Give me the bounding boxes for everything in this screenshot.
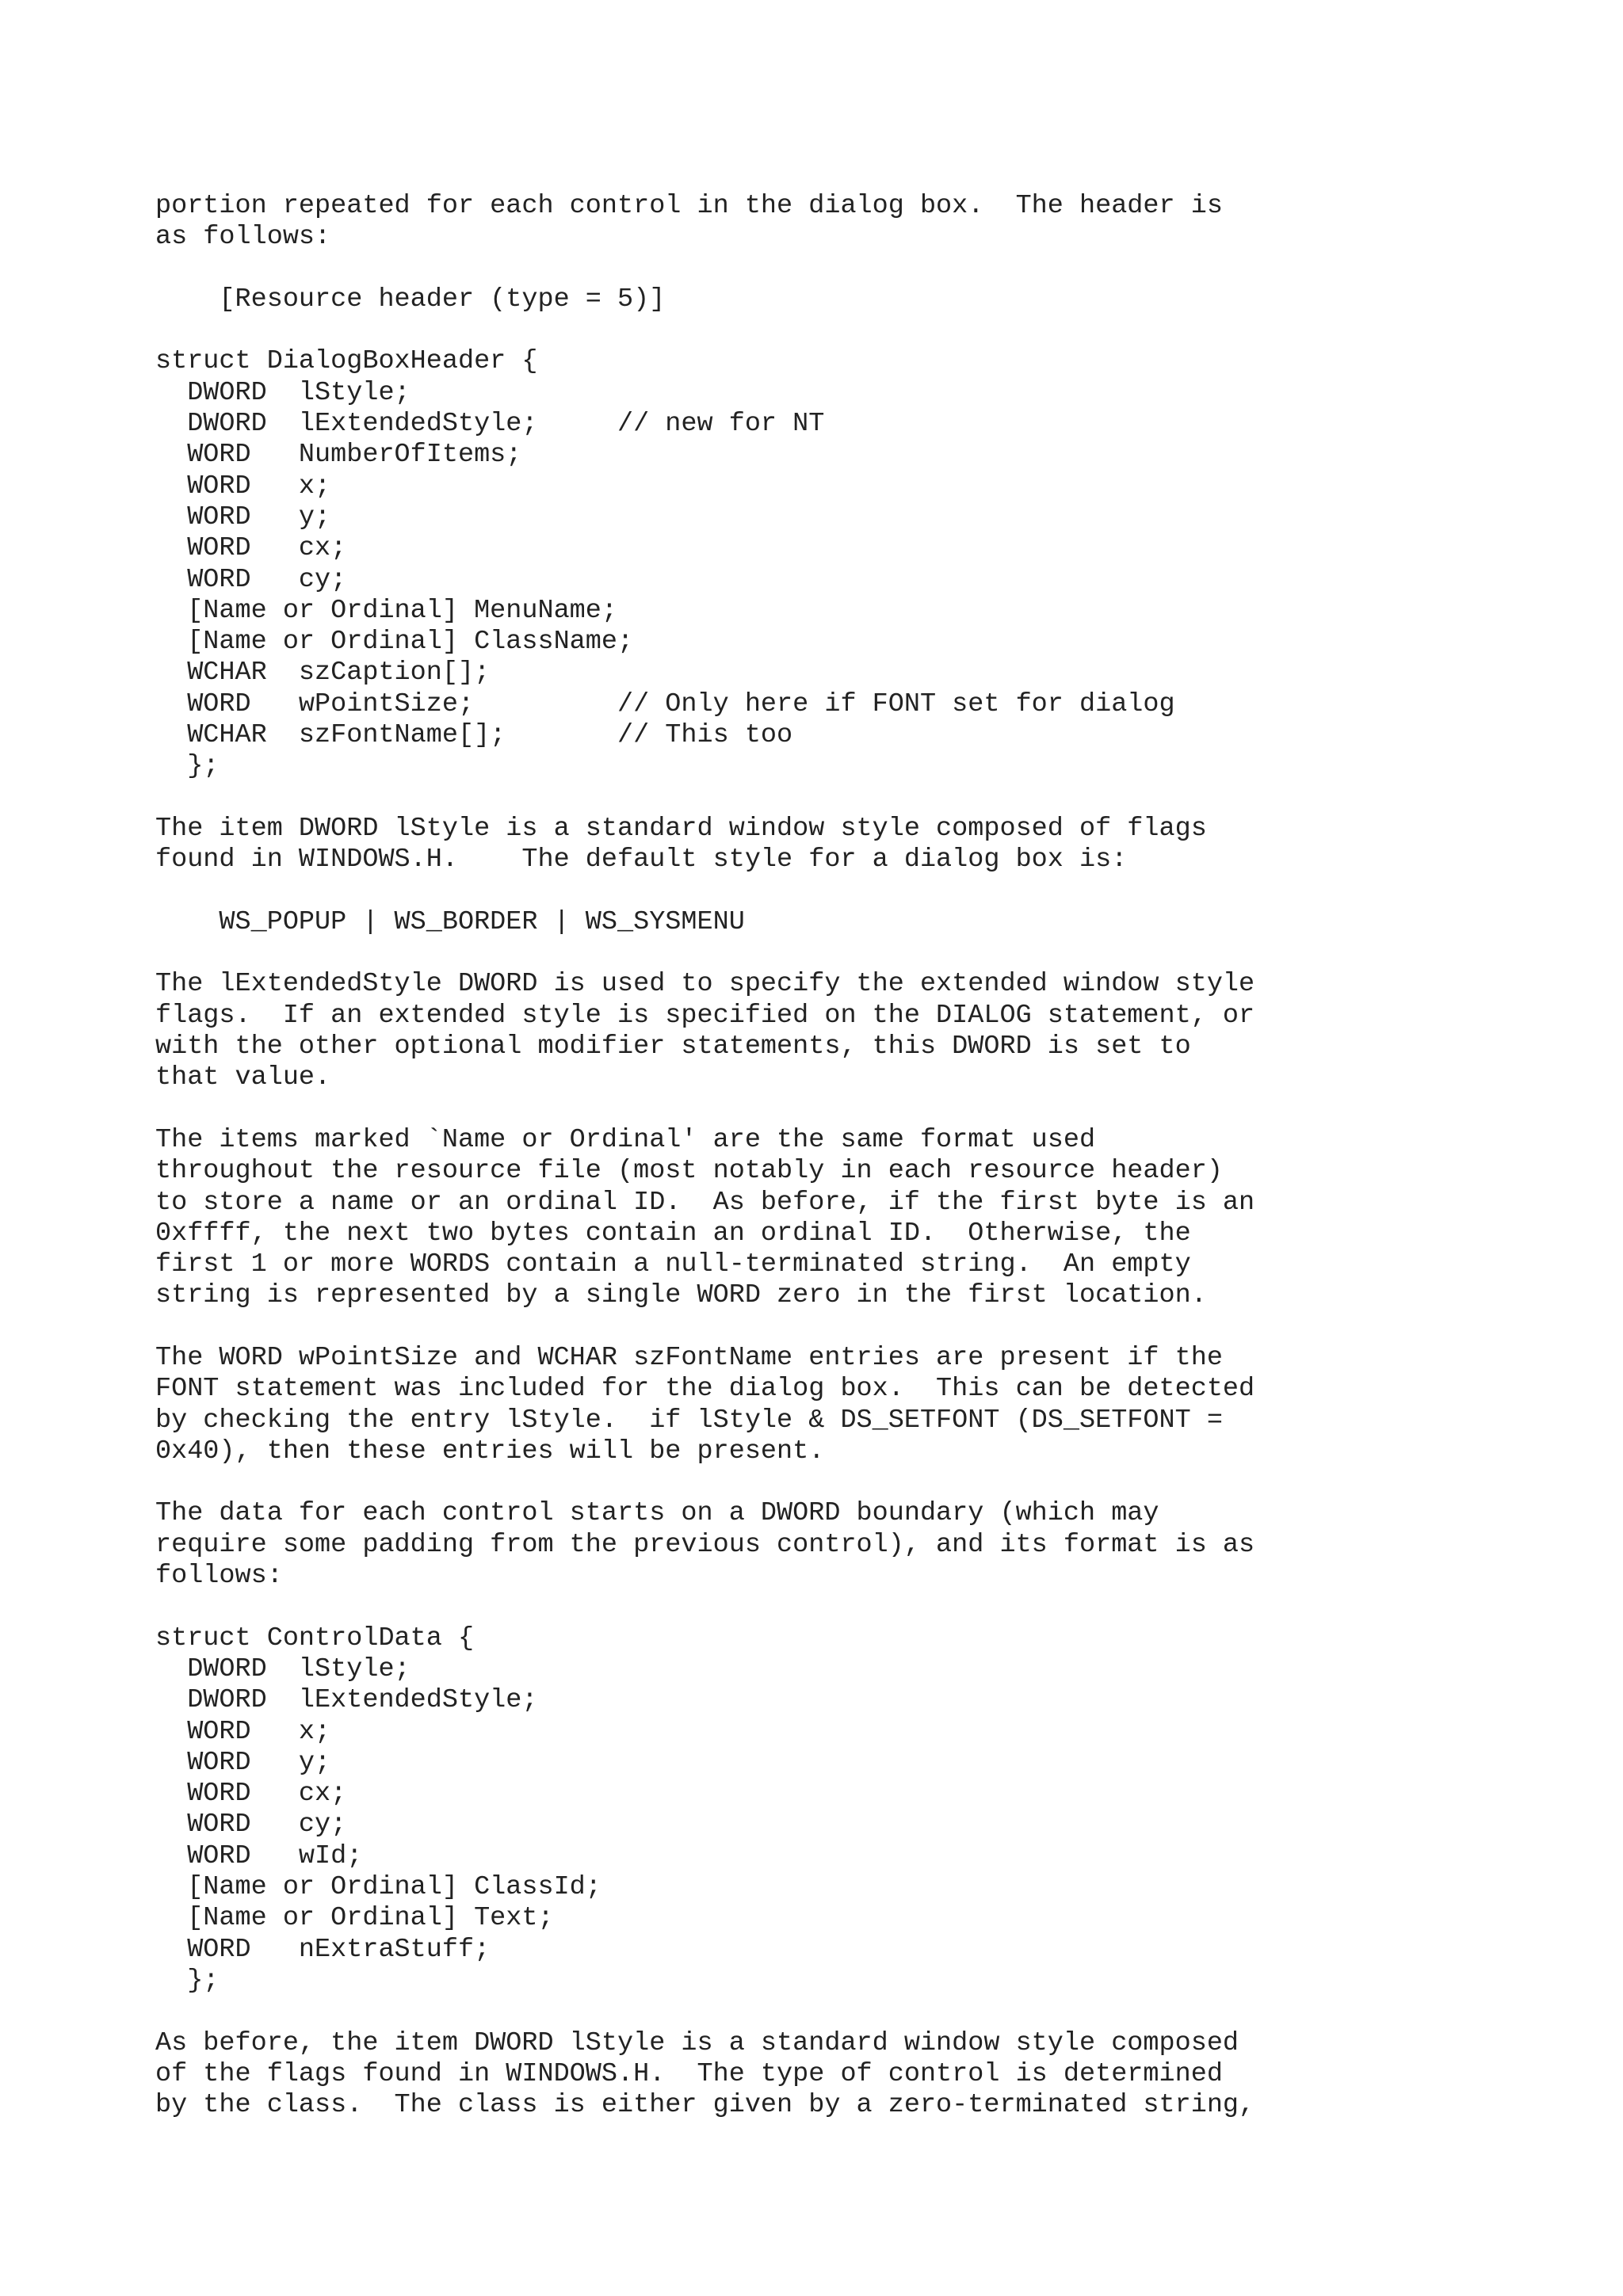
text-line: require some padding from the previous control), and its format is as [155, 1529, 1255, 1560]
text-line: }; [155, 751, 220, 782]
blank-line [155, 1997, 1254, 2027]
text-line: WCHAR szFontName[]; // This too [155, 720, 793, 751]
text-line: WORD cy; [155, 564, 347, 595]
text-line: WORD cy; [155, 1810, 347, 1840]
text-line: 0x40), then these entries will be present. [155, 1436, 825, 1466]
text-line: DWORD lStyle; [155, 377, 411, 408]
text-line: }; [155, 1965, 220, 1996]
text-line: by the class. The class is either given by a zero-terminated string, [155, 2090, 1255, 2121]
text-line: WS_POPUP | WS_BORDER | WS_SYSMENU [155, 906, 745, 937]
text-line: as follows: [155, 222, 331, 253]
text-line: [Resource header (type = 5)] [155, 284, 666, 315]
text-line: As before, the item DWORD lStyle is a standard window style composed [155, 2027, 1239, 2058]
text-line: first 1 or more WORDS contain a null-terminated string. An empty [155, 1249, 1191, 1280]
text-line: [Name or Ordinal] MenuName; [155, 595, 617, 626]
text-line: The WORD wPointSize and WCHAR szFontName entries are present if the [155, 1342, 1223, 1373]
text-line: WORD x; [155, 1716, 331, 1747]
text-line: WORD wId; [155, 1840, 363, 1871]
text-line: with the other optional modifier statements, this DWORD is set to [155, 1032, 1191, 1062]
text-line: [Name or Ordinal] ClassId; [155, 1872, 601, 1903]
blank-line [155, 254, 1254, 284]
text-line: WORD y; [155, 502, 331, 532]
text-line: The item DWORD lStyle is a standard window style composed of flags [155, 813, 1207, 844]
blank-line [155, 783, 1254, 814]
text-line: throughout the resource file (most notably in each resource header) [155, 1156, 1223, 1187]
blank-line [155, 876, 1254, 907]
text-line: to store a name or an ordinal ID. As before, if the first byte is an [155, 1187, 1255, 1218]
text-line: WORD cx; [155, 1779, 347, 1810]
blank-line [155, 1592, 1254, 1623]
text-line: WORD y; [155, 1747, 331, 1778]
text-line: WORD x; [155, 471, 331, 502]
text-line: DWORD lStyle; [155, 1653, 411, 1684]
text-line: DWORD lExtendedStyle; [155, 1685, 538, 1716]
text-line: string is represented by a single WORD zero in the first location. [155, 1280, 1207, 1311]
text-line: by checking the entry lStyle. if lStyle & DS_SETFONT (DS_SETFONT = [155, 1405, 1223, 1436]
text-line: WORD wPointSize; // Only here if FONT set for dialog [155, 688, 1175, 719]
text-line: The items marked `Name or Ordinal' are the same format used [155, 1124, 1096, 1155]
blank-line [155, 1312, 1254, 1343]
text-line: The lExtendedStyle DWORD is used to specify the extended window style [155, 969, 1255, 1000]
text-line: struct DialogBoxHeader { [155, 346, 538, 377]
text-line: DWORD lExtendedStyle; // new for NT [155, 409, 825, 440]
text-line: portion repeated for each control in the dialog box. The header is [155, 191, 1223, 221]
text-line: found in WINDOWS.H. The default style for a dialog box is: [155, 845, 1128, 875]
text-line: follows: [155, 1561, 283, 1592]
text-line: of the flags found in WINDOWS.H. The type of control is determined [155, 2058, 1223, 2089]
text-line: WORD cx; [155, 533, 347, 564]
text-line: WORD NumberOfItems; [155, 440, 522, 471]
text-line: FONT statement was included for the dialog box. This can be detected [155, 1374, 1255, 1405]
text-line: [Name or Ordinal] Text; [155, 1903, 554, 1934]
text-line: struct ControlData { [155, 1623, 475, 1653]
blank-line [155, 315, 1254, 346]
text-line: 0xffff, the next two bytes contain an ordinal ID. Otherwise, the [155, 1218, 1191, 1249]
blank-line [155, 1467, 1254, 1498]
text-line: flags. If an extended style is specified on the DIALOG statement, or [155, 1000, 1255, 1031]
text-line: The data for each control starts on a DWORD boundary (which may [155, 1498, 1159, 1529]
document-text [155, 191, 1254, 2121]
blank-line [155, 1094, 1254, 1125]
blank-line [155, 938, 1254, 969]
text-line: WORD nExtraStuff; [155, 1934, 491, 1965]
text-line: that value. [155, 1062, 331, 1093]
text-line: [Name or Ordinal] ClassName; [155, 627, 634, 658]
text-line: WCHAR szCaption[]; [155, 658, 491, 688]
